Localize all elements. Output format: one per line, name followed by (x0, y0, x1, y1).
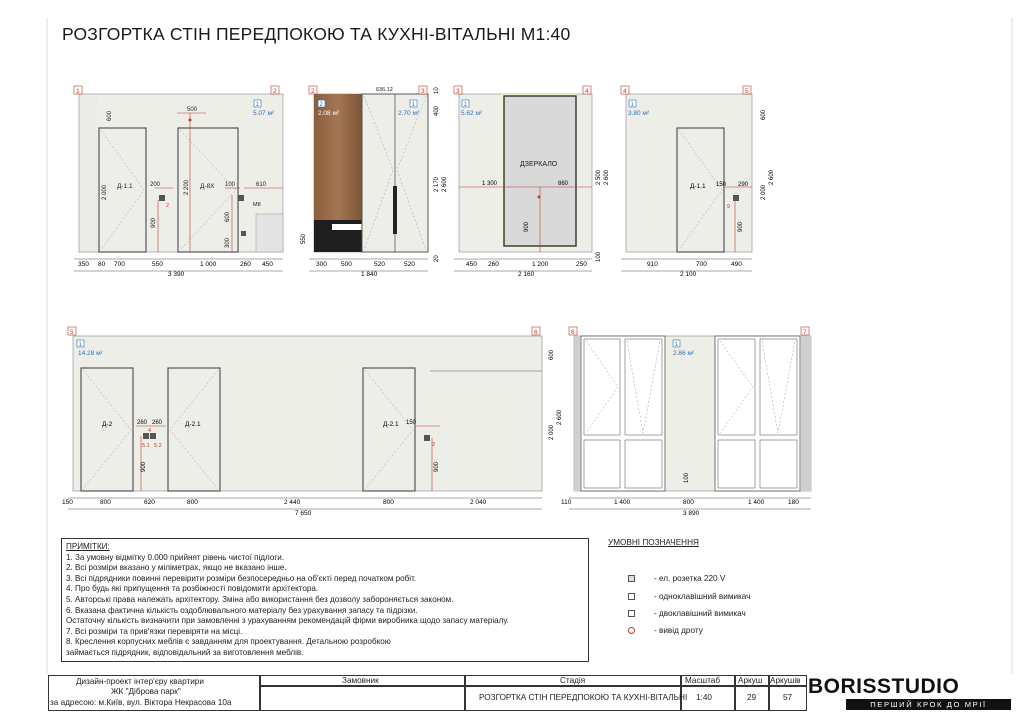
svg-text:5.2: 5.2 (154, 443, 162, 449)
svg-text:550: 550 (301, 233, 307, 244)
panel1-tag-b: 2 (273, 88, 277, 95)
svg-text:150: 150 (406, 420, 417, 426)
svg-text:350: 350 (78, 261, 89, 268)
svg-text:4: 4 (623, 88, 627, 95)
svg-text:7 650: 7 650 (295, 510, 312, 517)
wall-panel-2 (301, 86, 448, 278)
panel2-area-right: 2.70 м² (398, 110, 420, 117)
legend-item: - одноклавішний вимикач (628, 592, 808, 604)
note-line: 7. Всі розміри та прив'язки перевіряти на місці. (66, 626, 243, 636)
svg-text:150: 150 (716, 182, 727, 188)
svg-text:500: 500 (341, 261, 352, 268)
svg-text:900: 900 (141, 461, 147, 472)
svg-text:6: 6 (571, 329, 575, 336)
svg-text:610: 610 (256, 182, 267, 188)
double-switch-icon (628, 610, 635, 617)
svg-text:1: 1 (674, 342, 678, 348)
panel1-area: 5.07 м² (253, 110, 275, 117)
svg-text:800: 800 (187, 499, 198, 506)
svg-text:20: 20 (434, 255, 440, 262)
sheets-value: 57 (783, 693, 793, 702)
svg-text:110: 110 (561, 499, 572, 506)
note-line: займається підрядник, відповідальний за виготовлення меблів. (66, 647, 304, 657)
legend-header: УМОВНІ ПОЗНАЧЕННЯ (608, 538, 699, 547)
svg-text:450: 450 (262, 261, 273, 268)
svg-text:1 400: 1 400 (748, 499, 765, 506)
svg-text:1 000: 1 000 (200, 261, 217, 268)
svg-text:900: 900 (738, 221, 744, 232)
note-line: 1. За умовну відмітку 0.000 прийнят рівень чистої підлоги. (66, 552, 285, 562)
svg-text:2 000: 2 000 (761, 184, 767, 200)
svg-text:1 300: 1 300 (482, 181, 498, 187)
wall-panel-4 (621, 86, 775, 278)
svg-text:260: 260 (488, 261, 499, 268)
sheet-label: Аркуш (738, 676, 763, 685)
brand-tagline: ПЕРШИЙ КРОК ДО МРІЇ (846, 699, 1011, 710)
socket-icon (628, 575, 635, 582)
svg-text:490: 490 (731, 261, 742, 268)
svg-text:260: 260 (137, 420, 148, 426)
svg-text:550: 550 (152, 261, 163, 268)
svg-text:900: 900 (151, 217, 157, 228)
svg-text:300: 300 (225, 237, 231, 248)
svg-text:910: 910 (647, 261, 658, 268)
svg-text:900: 900 (434, 461, 440, 472)
door-label: Д-2.1 (185, 421, 201, 428)
note-line: 4. Про будь які припущення та розбіжності повідомити архітектора. (66, 584, 319, 594)
svg-text:450: 450 (466, 261, 477, 268)
svg-text:2 170: 2 170 (434, 176, 440, 192)
mirror-label: ДЗЕРКАЛО (520, 161, 558, 168)
panel5-area: 14.28 м² (78, 350, 103, 357)
svg-text:2 600: 2 600 (604, 169, 610, 185)
stage-value: РОЗГОРТКА СТІН ПЕРЕДПОКОЮ ТА КУХНІ-ВІТАЛЬНІ (479, 693, 688, 702)
single-switch-icon (628, 593, 635, 600)
svg-text:2 600: 2 600 (557, 409, 563, 425)
svg-text:2 600: 2 600 (769, 169, 775, 185)
svg-text:3: 3 (456, 88, 460, 95)
legend-item: - двоклавішний вимикач (628, 609, 808, 621)
brand-name: BORISSTUDIO (808, 675, 960, 698)
legend-item: - вивід дроту (628, 626, 808, 638)
svg-text:2: 2 (319, 102, 323, 108)
svg-text:2 160: 2 160 (518, 271, 535, 278)
svg-text:800: 800 (100, 499, 111, 506)
svg-text:600: 600 (549, 349, 555, 360)
customer-label: Замовник (342, 676, 379, 685)
svg-text:900: 900 (524, 221, 530, 232)
panel2-area-left: 2.08 м² (318, 110, 340, 117)
svg-text:300: 300 (316, 261, 327, 268)
svg-text:2 000: 2 000 (549, 424, 555, 440)
project-line-1: Дизайн-проект інтер'єру квартири (76, 677, 204, 686)
svg-text:2 600: 2 600 (442, 176, 448, 192)
svg-text:80: 80 (98, 261, 106, 268)
svg-text:2 040: 2 040 (470, 499, 487, 506)
page-title: РОЗГОРТКА СТІН ПЕРЕДПОКОЮ ТА КУХНІ-ВІТАЛЬНІ М1:40 (62, 24, 571, 44)
svg-text:4: 4 (148, 428, 152, 434)
svg-text:2 500: 2 500 (596, 169, 602, 185)
svg-text:600: 600 (761, 109, 767, 120)
door-label: Д-8Х (200, 183, 215, 190)
door-label: Д-2 (102, 421, 113, 428)
svg-text:180: 180 (788, 499, 799, 506)
svg-text:1: 1 (255, 102, 259, 108)
scale-value: 1:40 (696, 693, 712, 702)
svg-text:400: 400 (434, 105, 440, 116)
note-line: 5. Авторські права належать архітектору. Зміна або використання без дозволу забороняється законом. (66, 594, 454, 604)
svg-text:2: 2 (432, 442, 436, 448)
svg-text:636.12: 636.12 (376, 87, 393, 93)
legend (608, 538, 808, 635)
door-label: Д-1.1 (690, 183, 706, 190)
svg-text:6: 6 (534, 329, 538, 336)
svg-text:1 840: 1 840 (361, 271, 378, 278)
svg-text:1 200: 1 200 (532, 261, 549, 268)
note-line: 2. Всі розміри вказано у міліметрах, якщо не вказано інше. (66, 563, 287, 573)
stage-label: Стадія (560, 676, 586, 685)
svg-text:700: 700 (114, 261, 125, 268)
wall-panel-3 (454, 86, 610, 278)
svg-text:600: 600 (225, 211, 231, 222)
svg-text:5: 5 (70, 329, 74, 336)
svg-text:9: 9 (727, 204, 731, 210)
sheet-value: 29 (747, 693, 757, 702)
svg-text:5.1: 5.1 (142, 443, 150, 449)
notes-header: ПРИМІТКИ: (66, 542, 110, 551)
svg-text:1: 1 (463, 102, 467, 108)
svg-text:1: 1 (78, 342, 82, 348)
svg-text:2 200: 2 200 (184, 179, 190, 195)
panel1-tag-a: 1 (76, 88, 80, 95)
svg-text:250: 250 (576, 261, 587, 268)
note-line: Остаточну кількість визначити при замовленні з урахуванням рекомендацій фірми виробника щодо запасу матеріалу. (66, 616, 509, 626)
wall-panel-1 (74, 86, 283, 278)
panel4-area: 3.80 м² (628, 110, 650, 117)
svg-text:150: 150 (62, 499, 73, 506)
legend-item: - ел. розетка 220 V (628, 574, 808, 586)
svg-text:3: 3 (421, 88, 425, 95)
svg-text:100: 100 (684, 472, 690, 483)
svg-text:600: 600 (107, 110, 113, 121)
note-line: 8. Креслення корпусних меблів є завданням для проектування. Детальною розробкою (66, 637, 391, 647)
svg-text:3 390: 3 390 (168, 271, 185, 278)
svg-text:800: 800 (683, 499, 694, 506)
wall-panel-5 (62, 327, 563, 517)
panel6-area: 2.86 м² (673, 350, 695, 357)
brand-logo (808, 675, 1013, 711)
note-line: 3. Всі підрядники повинні перевірити розміри безпосередньо на об'єкті перед початком робіт. (66, 573, 417, 583)
svg-text:10: 10 (434, 87, 440, 94)
svg-text:100: 100 (225, 182, 236, 188)
svg-text:860: 860 (558, 181, 569, 187)
svg-text:2 100: 2 100 (680, 271, 697, 278)
svg-text:520: 520 (374, 261, 385, 268)
svg-text:500: 500 (187, 107, 198, 113)
note-line: 6. Вказана фактична кількість оздоблювального матеріалу без урахування запасу та підрізки. (66, 605, 418, 615)
notes-block (61, 538, 589, 662)
svg-text:1: 1 (630, 102, 634, 108)
svg-text:2 440: 2 440 (284, 499, 301, 506)
svg-text:1: 1 (411, 102, 415, 108)
wire-outlet-icon (628, 627, 635, 634)
svg-text:520: 520 (404, 261, 415, 268)
project-line-2: ЖК "Діброва парк" (111, 687, 181, 696)
svg-text:290: 290 (738, 182, 749, 188)
door-label: Д-1.1 (117, 183, 133, 190)
svg-text:800: 800 (383, 499, 394, 506)
svg-text:5: 5 (745, 88, 749, 95)
sheets-label: Аркушів (770, 676, 801, 685)
svg-text:2: 2 (311, 88, 315, 95)
svg-text:1 400: 1 400 (614, 499, 631, 506)
svg-text:2 000: 2 000 (102, 184, 108, 200)
svg-text:260: 260 (152, 420, 163, 426)
svg-text:4: 4 (585, 88, 589, 95)
svg-text:7: 7 (803, 329, 807, 336)
wall-panel-6 (561, 327, 811, 517)
svg-text:3 890: 3 890 (683, 510, 700, 517)
svg-text:M8: M8 (253, 202, 261, 208)
svg-text:100: 100 (596, 251, 602, 262)
svg-text:2: 2 (166, 203, 170, 209)
svg-text:260: 260 (240, 261, 251, 268)
project-line-3: за адресою: м.Київ, вул. Віктора Некрасова 10а (50, 698, 232, 707)
scale-label: Масштаб (685, 676, 721, 685)
svg-text:620: 620 (144, 499, 155, 506)
panel3-area: 5.62 м² (461, 110, 483, 117)
svg-text:200: 200 (150, 182, 161, 188)
door-label: Д-2.1 (383, 421, 399, 428)
svg-text:700: 700 (696, 261, 707, 268)
